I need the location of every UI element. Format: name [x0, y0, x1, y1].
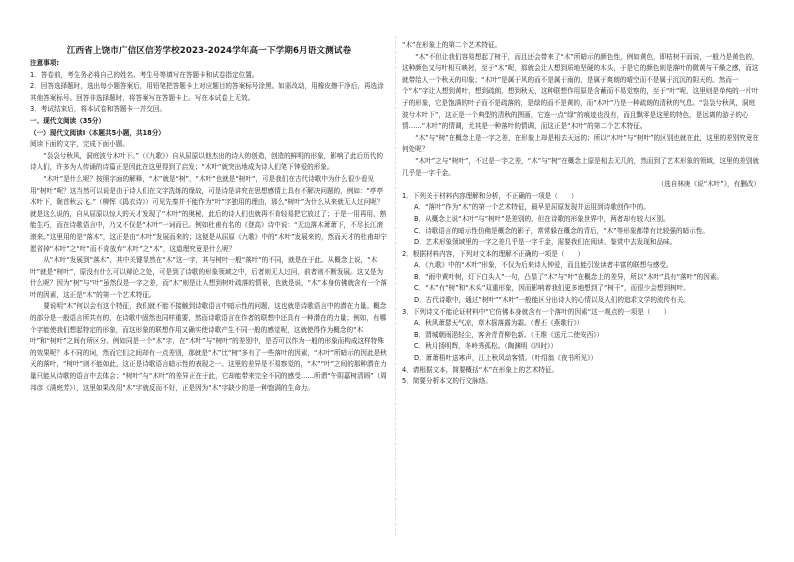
question-stem: 2．根据材料内容，下列对文本的理解不正确的一项是（ ）	[402, 249, 585, 258]
instruction: 阅读下面的文字，完成下面小题。	[30, 140, 129, 149]
passage-paragraph: “木”不但让我们容易想起了树干，而且还会带来了“木”所暗示的颜色性，例如黄色，即枯树干而说，一般乃是黄色的，这种颜色又与叶相互映衬，至于“木”呢，那就会让人想到质地坚硬的木头，于是它的颜色则是落叶的微黄与干燥之感，而这就带给人一个秋天的印象；“木叶”是属于风的而不是属于雨的，是属于爽朗的晴空而不是属于沉沉的阴天的。然而一个“木”字让人想到黄叶，想到疏朗，想到秋天，这种联想作用原是含蓄而不易觉察的，至于“叶”呢，这里则是单纯的一片叶子的形象，它是饱满的叶子而不是疏落的，是绿的而不是黄的，而“木叶”乃是一种疏朗的清秋的气息。“袅袅兮秋风，洞庭波兮木叶下”，这正是一个典型的清秋的图画，它连一点“绿”的痕迹也没有，而且飘零是这里的特色，是远离的游子的心情……“木叶”的情调，尤其是一种落叶的情调，而这正是“木叶”的第二个艺术特征。	[402, 52, 759, 131]
question-stem: 4．请根据文本，简要概括“木”在形象上的艺术特征。	[402, 365, 559, 374]
section-subheading: （一）现代文阅读Ⅰ（本题共5小题，共18分）	[30, 128, 165, 137]
passage-paragraph: 从“木叶”发展到“落木”，其中关键显然在“木”这一字，其与树叶一般“落叶”的不同，就是在于此。从概念上说，“木叶”就是“树叶”，原没有什么可以辩论之处，可是到了诗歌的形象领域之中，后者则无人过问，前者则不断发展。这又是为什么呢？因为“树”与“叶”虽然仅是一字之差，而“木”则是让人想到树叶疏落的情景，也就是说，“木”本身仿佛就含有一个落叶的因素，这正是“木”的第一个艺术特征。	[30, 256, 388, 299]
question-option: C．秋月扬明辉，冬岭秀孤松。（陶渊明《四时》）	[414, 342, 558, 351]
notice-item: 1．答卷前，考生务必将自己的姓名、考生号等填写在答题卡和试卷指定位置。	[30, 70, 259, 79]
column-divider	[395, 36, 396, 536]
question-stem: 3．下列诗文不能论证材料中“它仿佛本身就含有一个落叶的因素”这一观点的一项是（ ）	[402, 307, 671, 316]
passage-paragraph: “木叶”是什么呢？按照字面的解释，“木”就是“树”，“木叶”也就是“树叶”，可是我们在古代诗歌中为什么很少看见用“树叶”呢？这当然可以说是由于诗人们在文字洗练的缘故，可是诗是讲究在思想感情上具有不解决问题的，例如：“亭亭木叶下，陇首秋云飞。”（柳恽《捣衣诗》）可见先秦并不能作为“叶”字独用的理由，那么“树叶”为什么从来就无人过问呢？就是这么说的，自从屈原以惊人的天才发现了“木叶”的奥秘，此后的诗人们也就再不肯轻易把它放过了；于是一用再用，熟能生巧，而在诗歌语言中，乃又不仅是“木叶”一词而已。例如杜甫有名的《登高》诗中说：“无边落木萧萧下，不尽长江滚滚来。”这里用的是“落木”，这正是由“木叶”发展而来的；这便是从屈原《九歌》中的“木叶”发展来的，然而天才的杜甫却宁愿省掉“木叶”之“叶”而不肯放弃“木叶”之“木”，这道理究竟是什么呢？	[30, 174, 387, 253]
notice-item: 3．考试结束后，将本试卷和答题卡一并交回。	[30, 105, 167, 114]
question-option: B．“雨中黄叶树，灯下白头人”一句，凸显了“木”与“叶”在概念上的差异，所以“木叶”具有“落叶”的因素。	[414, 272, 724, 281]
question-stem: 5．简要分析本文的行文脉络。	[402, 377, 492, 386]
question-option: D．古代诗歌中，通过“树叶”“木叶”一般能区分出诗人的心情以及人们的追求文学的流传有关。	[414, 296, 690, 305]
question-option: B．从概念上说“木叶”与“树叶”是差别的，但在诗歌的形象世界中，两者却有较大区别。	[414, 214, 670, 223]
passage-paragraph: “木叶”之与“树叶”，不过是一字之差，“木”与“树”在概念上原是相去无几的，然而到了艺术形象的领域，这里的差别就几乎是一字千金。	[402, 156, 760, 177]
passage-paragraph: “木”与“树”在概念上是一字之差，在形象上却是相去天远的；所以“木叶”与“树叶”的区别也就在此，这里的差别究竟在何处呢？	[402, 133, 760, 154]
question-option: C．“木”有“树”和“木头”双重形象，因而影响着我们更多地想到了“树干”，而很少会想到树叶。	[414, 284, 690, 293]
passage-paragraph: 要说明“木”何以会有这个特征，我们就不能不接触到诗歌语言中暗示性的问题，这也就是诗歌语言中的潜在力量。概念的部分是一般语言所共有的，在诗歌中固然也同样重要，然而诗歌语言在作者的联想中还具有一种潜在的力量；例如，有哪个字能使我们想起特定的形象，而这形象的联想作用又确实使诗歌产生不同一般的感觉呢，这就使得作为概念的“木叶”和“树叶”之间有所区分。例如同是一个“木”字，在“木叶”与“树叶”的差别中，是否可以作为一般的形象而构成这样特殊的效果呢？本不同的词，然而它们之间却有一点差别，那就是“木”比“树”多有了一些落叶的因素，“木叶”所暗示的因此是秋天的落叶，“树叶”则不能如此，这正是诗歌语言暗示性的表现之一。这里的差异是不易察觉的，“木”“叶”之间的那种潜在力量只能从诗歌的语言中去体会；“树叶”与“木叶”的差异正在于此，它却能带来完全不同的感受……所谓“午阴嘉树清圆”（周邦彦《满庭芳》），这里如果改用“木”字就反而不好，正是因为“木”字缺少的是一种饱满的生命力。	[30, 302, 387, 392]
question-option: A．“落叶”作为“木”的第一个艺术特征，最早是屈原发现并运用到诗歌创作中的。	[414, 203, 650, 212]
question-stem: 1．下列关于材料内容理解和分析，不正确的一项是（ ）	[402, 191, 578, 200]
question-option: B．渭城朝雨浥轻尘，客舍青青柳色新。（王维《送元二使安西》）	[414, 330, 604, 339]
passage-source: （选自林庚《说“木叶”》，有删改）	[657, 180, 760, 189]
question-option: C．诗歌语言的暗示性仿佛是概念的影子，常常躲在概念的背后，“木”等形象都带有比较强的暗示性。	[414, 226, 709, 235]
right-column	[402, 40, 760, 388]
notice-item: 2．回答选择题时，选出每小题答案后，用铅笔把答题卡上对应题目的答案标号涂黑。如需改动，用橡皮擦干净后，再选涂其他答案标号。回答非选择题时，将答案写在答题卡上。写在本试卷上无效。	[30, 82, 384, 102]
section-heading: 一、现代文阅读（35分）	[30, 116, 106, 125]
passage-paragraph: “木”在形象上的第二个艺术特征。	[402, 41, 502, 49]
left-column	[30, 40, 388, 394]
notice-head: 注意事项:	[30, 59, 60, 67]
question-option: A．秋风萧瑟天气凉，草木摇落露为霜。（曹丕《燕歌行》）	[414, 319, 584, 328]
question-option: D．萧萧梧叶送寒声，江上秋风动客情。（叶绍翁《夜书所见》）	[414, 354, 598, 363]
passage-paragraph: “袅袅兮秋风，洞庭波兮木叶下。”（《九歌》）自从屈原以他杰出的诗人的创造，创造的鲜明的形象，影响了此后历代的诗人们，许多为人传诵的诗篇正是因此在这里得到了启发；“木叶”就突出地成为诗人们笔下钟爱的形象。	[30, 151, 383, 172]
question-option: D．艺术形象领域里的一字之差几乎是一字千金，需要我们在阅读、鉴赏中去发现和品味。	[414, 238, 677, 247]
page-title: 江西省上饶市广信区信芳学校2023-2024学年高一下学期6月语文测试卷	[66, 46, 352, 56]
left-body	[30, 58, 388, 394]
question-option: A．《九歌》中的“木叶”形象，不仅为后来诗人钟爱，而且能引发读者丰富的联想与感受。	[414, 261, 673, 270]
